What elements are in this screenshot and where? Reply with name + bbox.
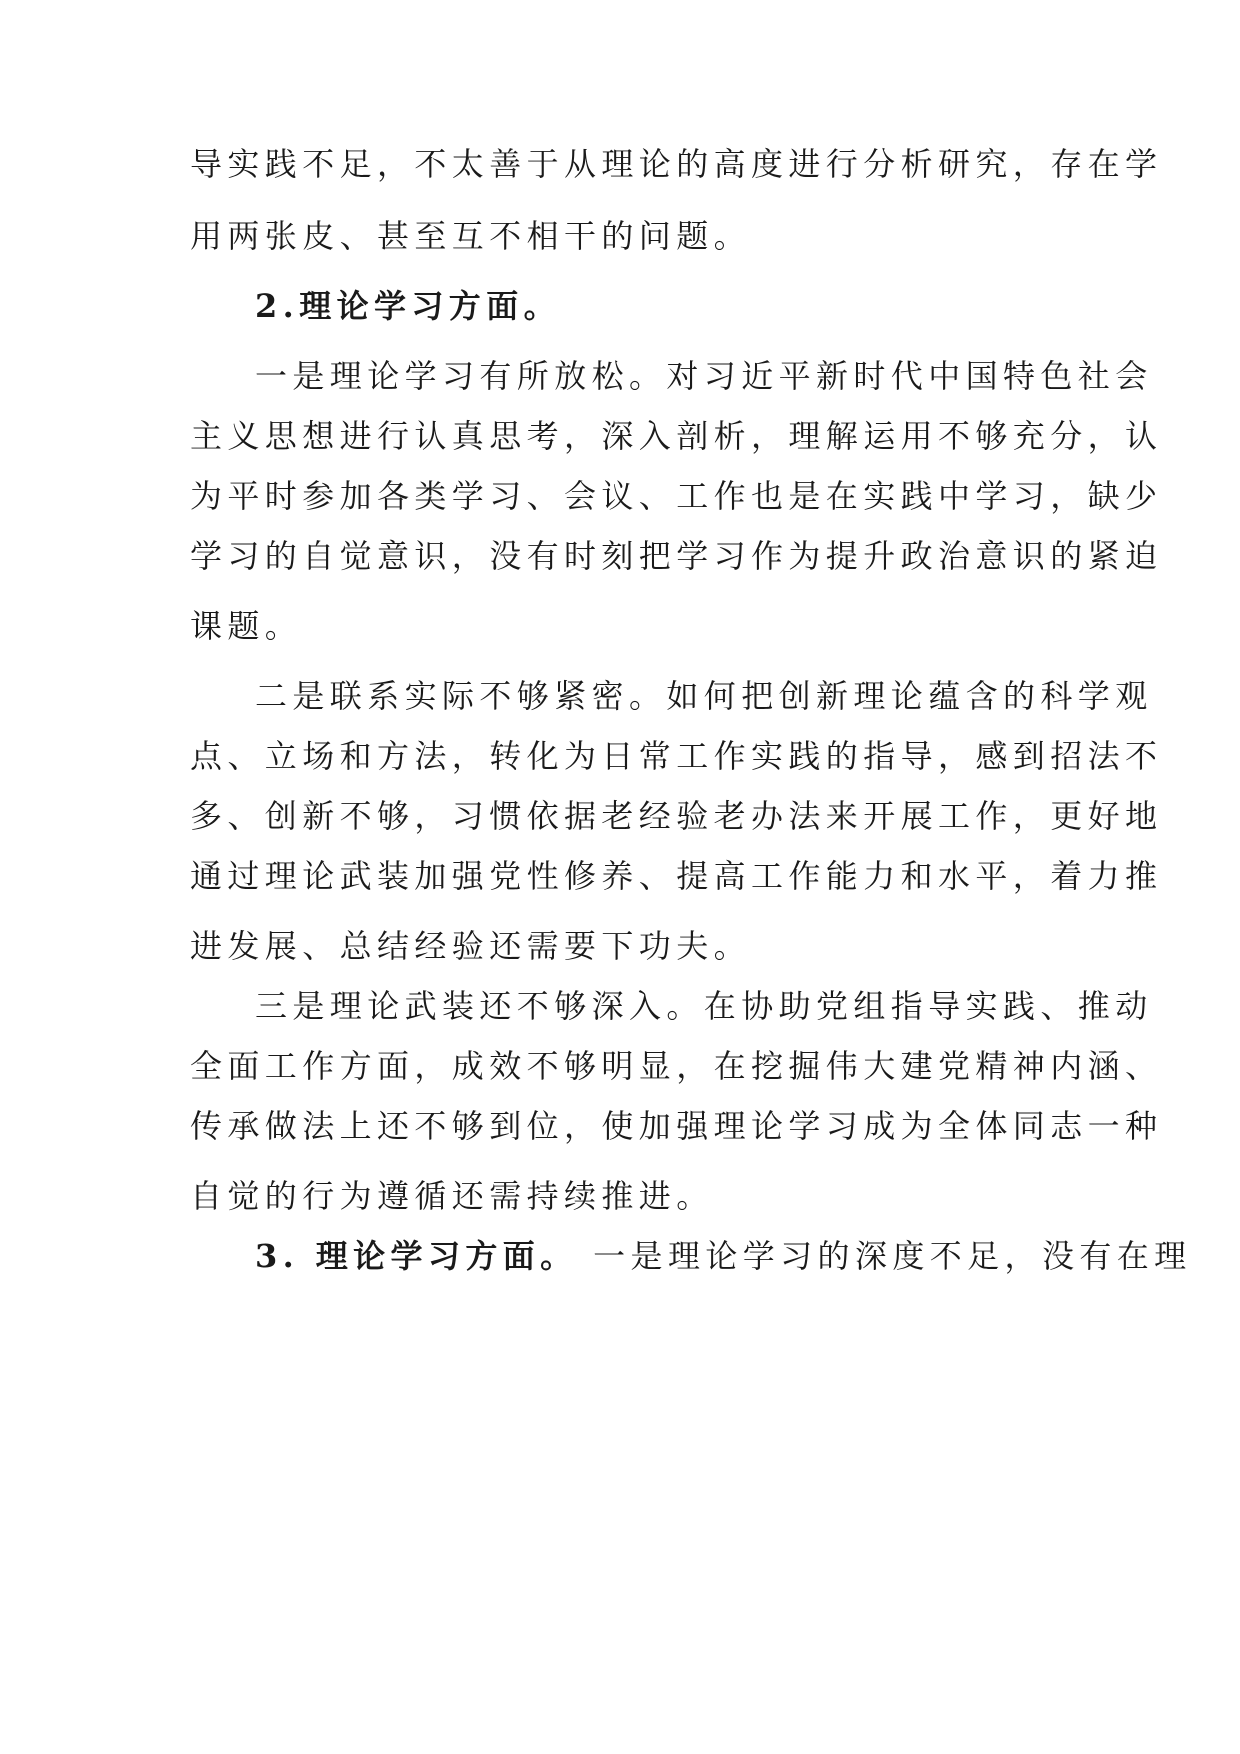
paragraph-line: 自觉的行为遵循还需持续推进。 xyxy=(190,1177,714,1215)
paragraph-line: 多、创新不够，习惯依据老经验老办法来开展工作，更好地 xyxy=(190,797,1163,835)
paragraph-line: 点、立场和方法，转化为日常工作实践的指导，感到招法不 xyxy=(190,737,1163,775)
paragraph-line: 全面工作方面，成效不够明显，在挖掘伟大建党精神内涵、 xyxy=(190,1047,1163,1085)
paragraph-line: 课题。 xyxy=(190,607,303,645)
paragraph-text: 一是理论学习的深度不足，没有在理 xyxy=(593,1237,1192,1275)
paragraph-line: 通过理论武装加强党性修养、提高工作能力和水平，着力推 xyxy=(190,857,1163,895)
paragraph-line xyxy=(255,1236,1192,1276)
paragraph-line: 学习的自觉意识，没有时刻把学习作为提升政治意识的紧迫 xyxy=(190,537,1163,575)
paragraph-line: 主义思想进行认真思考，深入剖析，理解运用不够充分，认 xyxy=(190,417,1163,455)
paragraph-line: 为平时参加各类学习、会议、工作也是在实践中学习，缺少 xyxy=(190,477,1163,515)
paragraph-line: 二是联系实际不够紧密。如何把创新理论蕴含的科学观 xyxy=(255,677,1153,715)
paragraph-line: 一是理论学习有所放松。对习近平新时代中国特色社会 xyxy=(255,357,1153,395)
paragraph-line: 进发展、总结经验还需要下功夫。 xyxy=(190,927,752,965)
paragraph-line: 三是理论武装还不够深入。在协助党组指导实践、推动 xyxy=(255,987,1153,1025)
paragraph-line: 用两张皮、甚至互不相干的问题。 xyxy=(190,217,752,255)
section-heading: 2.理论学习方面。 xyxy=(255,287,562,325)
paragraph-line: 导实践不足，不太善于从理论的高度进行分析研究，存在学 xyxy=(190,145,1163,183)
section-heading: 3. 理论学习方面。 xyxy=(255,1237,578,1275)
paragraph-line: 传承做法上还不够到位，使加强理论学习成为全体同志一种 xyxy=(190,1107,1163,1145)
